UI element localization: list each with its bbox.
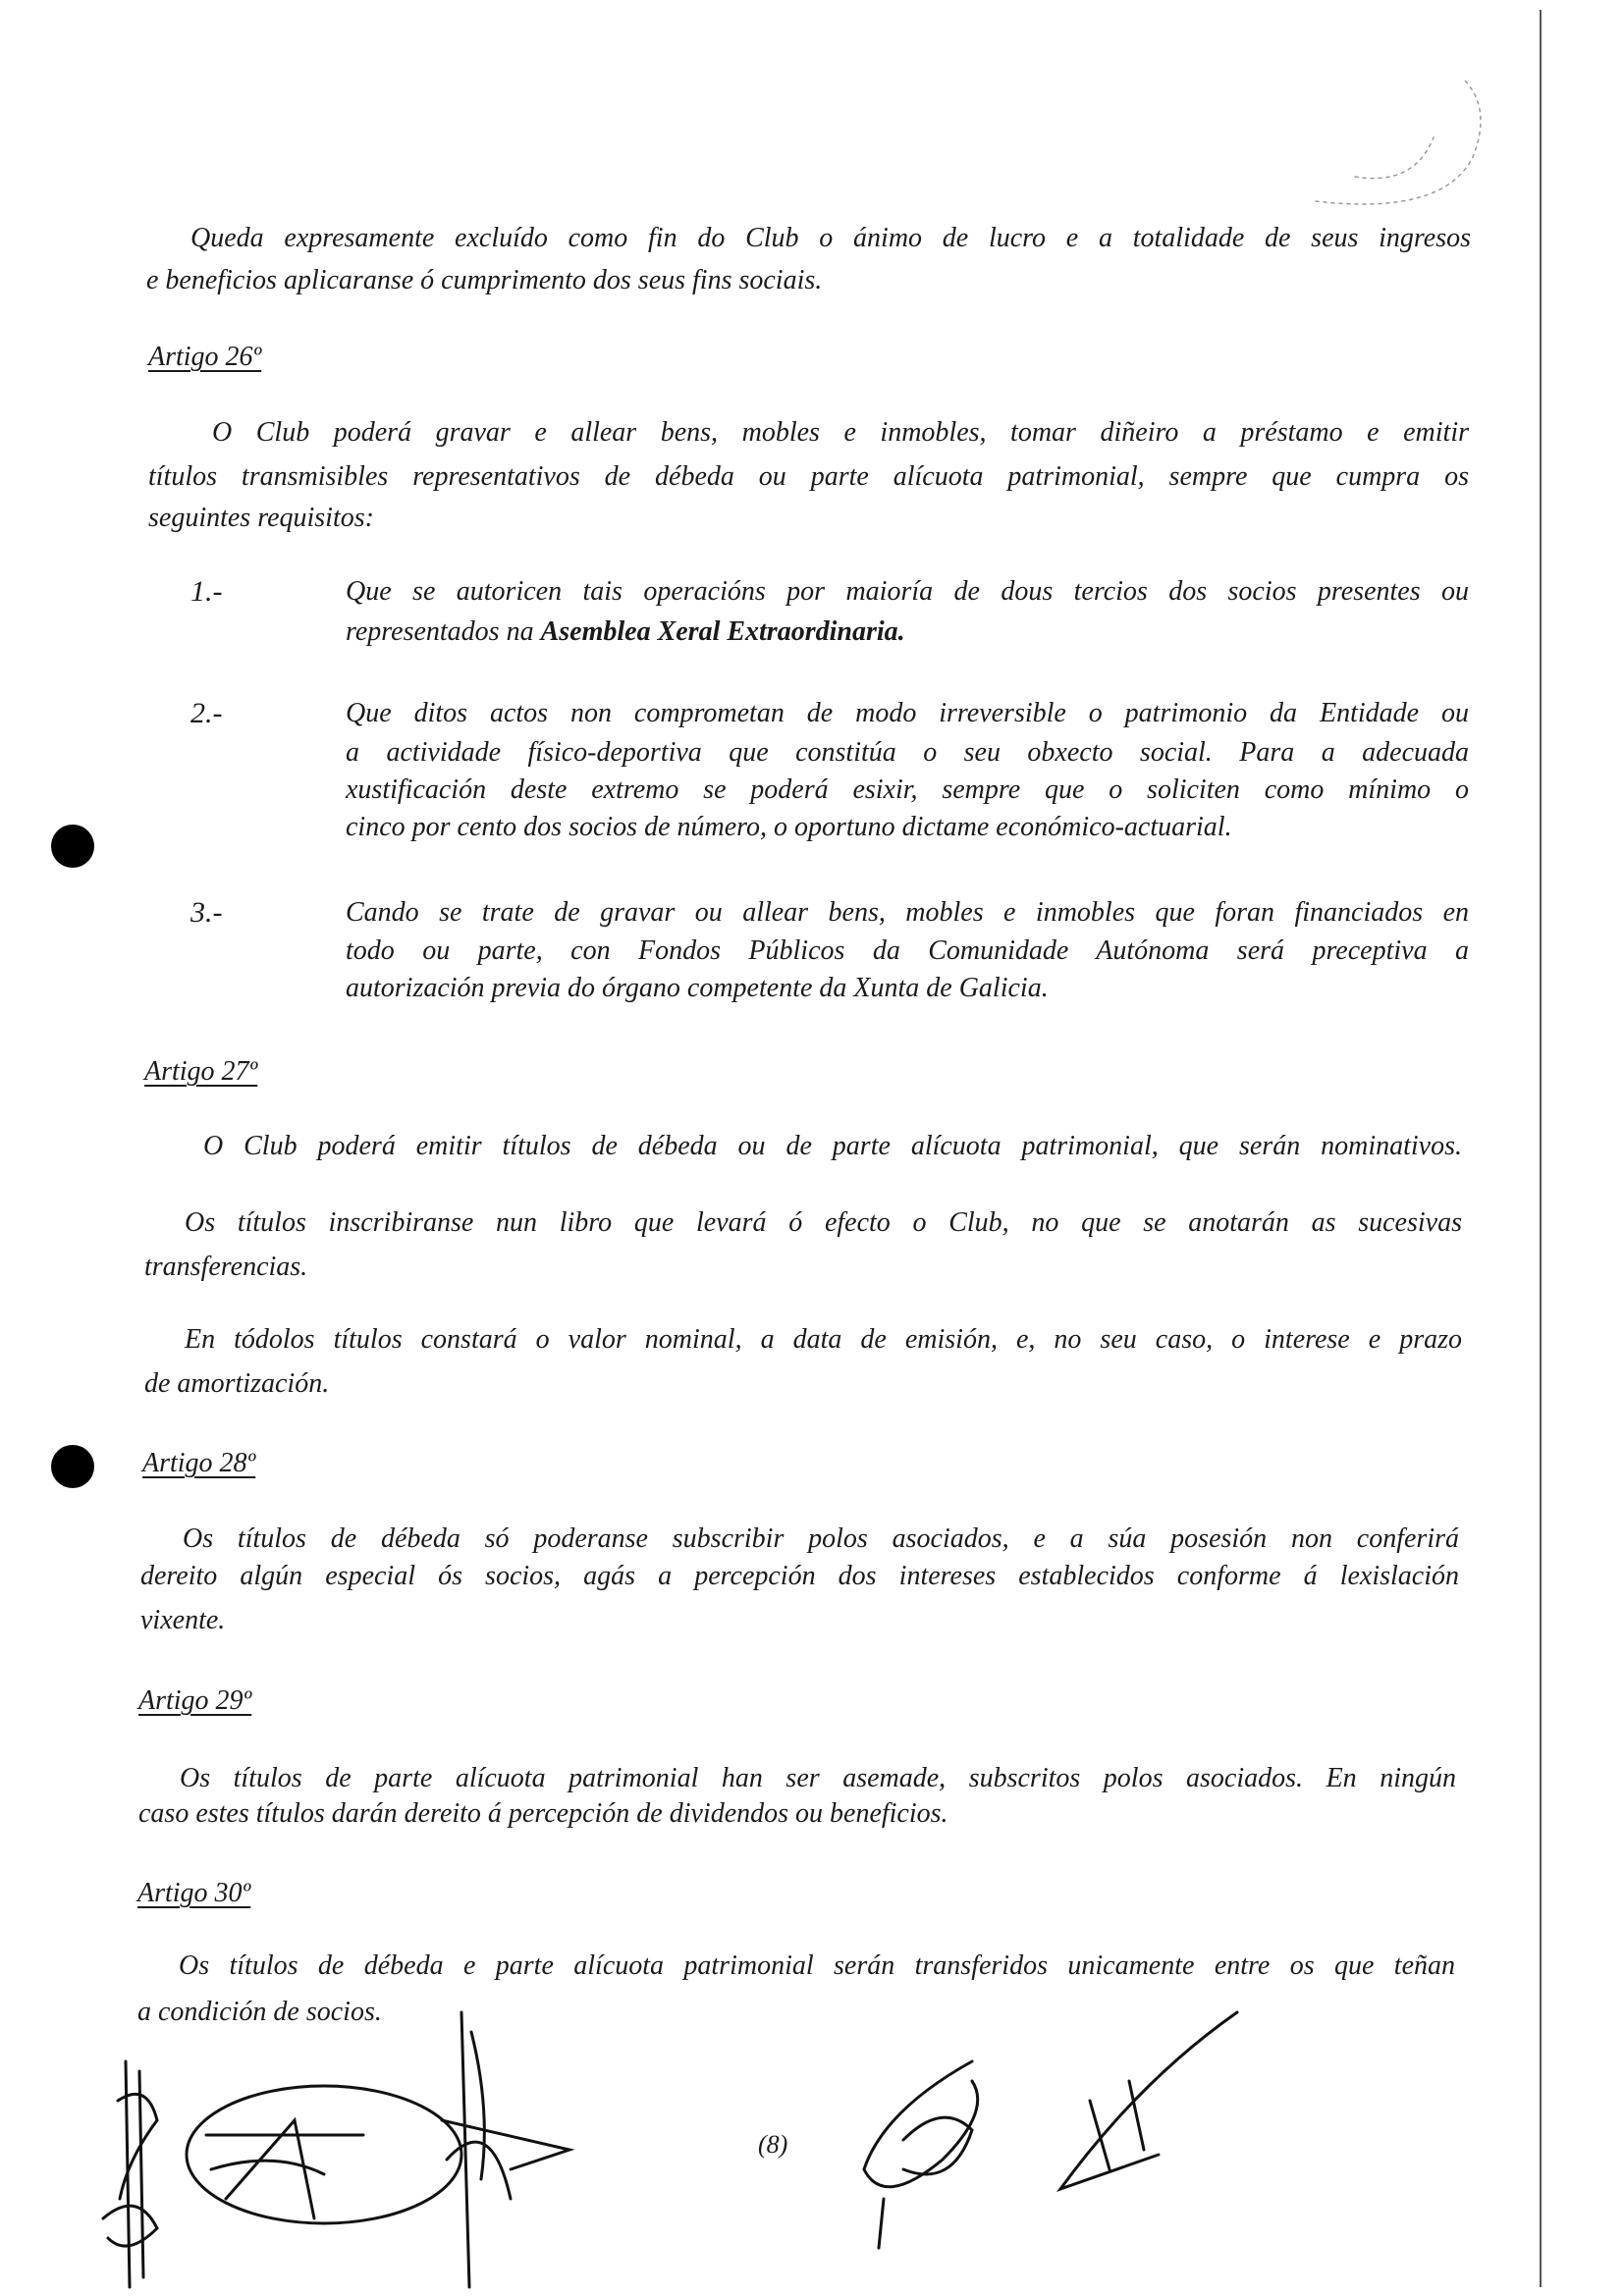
art27-line: de amortización. [144,1368,330,1399]
item-line: a actividade físico-deportiva que constitúa o seu obxecto social. Para a adecuada [346,737,1469,768]
item-line: representados na [346,616,541,647]
art27-line: O Club poderá emitir títulos de débeda ou de parte alícuota patrimonial, que serán nominativos. [203,1131,1462,1161]
art28-line: vixente. [140,1605,226,1635]
article-26-heading: Artigo 26º [148,342,262,372]
article-29-heading: Artigo 29º [138,1685,252,1716]
art27-line: Os títulos inscribiranse nun libro que levará ó efecto o Club, no que se anotarán as sucesivas [185,1207,1462,1238]
item-number: 3.- [190,896,223,929]
item-bold-text: Asemblea Xeral Extraordinaria. [540,616,905,647]
item-number: 2.- [190,697,223,729]
item-line: Que ditos actos non comprometan de modo irreversible o patrimonio da Entidade ou [346,698,1469,728]
art27-line: transferencias. [144,1252,308,1282]
intro-line: Queda expresamente excluído como fin do Club o ánimo de lucro e a totalidade de seus ingresos [190,223,1471,253]
art28-line: dereito algún especial ós socios, agás a percepción dos intereses establecidos conforme á lexislación [140,1561,1459,1591]
page-number: (8) [758,2130,788,2159]
item-number: 1.- [190,575,223,608]
item-line: cinco por cento dos socios de número, o oportuno dictame económico-actuarial. [346,812,1232,842]
item-line: Cando se trate de gravar ou allear bens, mobles e inmobles que foran financiados en [346,897,1469,928]
art26-line: O Club poderá gravar e allear bens, mobles e inmobles, tomar diñeiro a préstamo e emitir [212,417,1469,448]
article-30-heading: Artigo 30º [137,1878,251,1908]
item-line: autorización previa do órgano competente da Xunta de Galicia. [346,973,1049,1003]
art29-line: Os títulos de parte alícuota patrimonial han ser asemade, subscritos polos asociados. En ningún [180,1763,1456,1793]
intro-line: e beneficios aplicaranse ó cumprimento dos seus fins sociais. [146,265,823,295]
item-line: todo ou parte, con Fondos Públicos da Comunidade Autónoma será preceptiva a [346,935,1469,966]
stamp-mark [1316,79,1481,204]
item-line: Que se autoricen tais operacións por maioría de dous tercios dos socios presentes ou [346,576,1469,607]
art29-line: caso estes títulos darán dereito á percepción de dividendos ou beneficios. [138,1798,948,1829]
article-27-heading: Artigo 27º [144,1056,258,1087]
article-28-heading: Artigo 28º [142,1448,256,1478]
signature-1 [103,2061,157,2287]
art30-line: a condición de socios. [137,1997,382,2027]
art26-line: seguintes requisitos: [148,503,374,533]
signature-4 [864,2061,978,2248]
signature-5 [1060,2012,1237,2189]
art28-line: Os títulos de débeda só poderanse subscribir polos asociados, e a súa posesión non conferirá [183,1523,1459,1554]
art26-line: títulos transmisibles representativos de débeda ou parte alícuota patrimonial, sempre que cumpra os [148,461,1469,492]
signature-2 [187,2086,461,2223]
art30-line: Os títulos de débeda e parte alícuota patrimonial serán transferidos unicamente entre os que teñan [179,1950,1455,1981]
art27-line: En tódolos títulos constará o valor nominal, a data de emisión, e, no seu caso, o interese e prazo [185,1324,1462,1355]
item-line: xustificación deste extremo se poderá esixir, sempre que o soliciten como mínimo o [346,774,1469,805]
